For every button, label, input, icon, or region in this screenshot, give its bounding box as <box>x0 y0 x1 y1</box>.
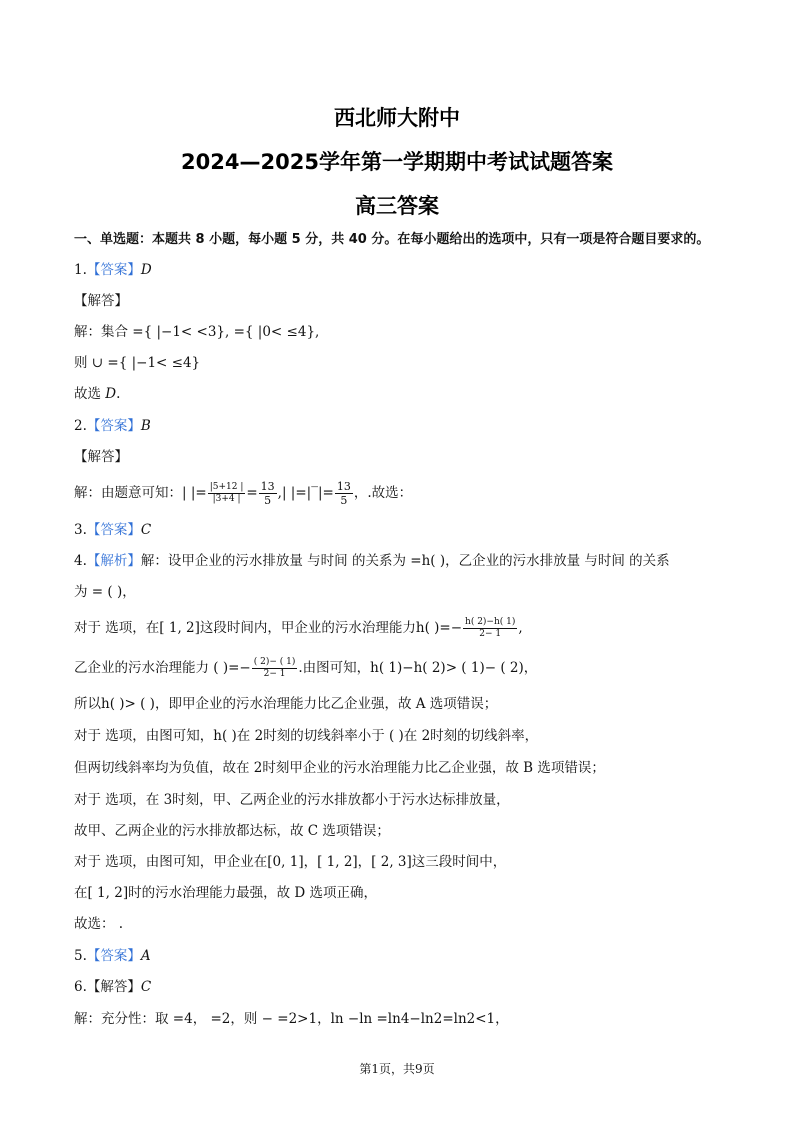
q6-step-1: 解：充分性：取 =4， =2，则 − =2>1，ln −ln =ln4−ln2=ln2<1， <box>74 1011 509 1027</box>
q5-number: 5. <box>74 948 87 964</box>
q4-line-2: 为 = ( )， <box>74 584 136 600</box>
q4-line-4-text: 乙企业的污水治理能力 ( )=− <box>74 660 251 676</box>
q4-fraction-1-numerator: h( 2)−h( 1) <box>465 617 516 627</box>
q4-line-7: 但两切线斜率均为负值，故在 2时刻甲企业的污水治理能力比乙企业强，故 B 选项错误； <box>74 760 605 776</box>
q4-fraction-2 <box>252 657 298 680</box>
q2-fraction-3 <box>335 480 353 507</box>
q1-conclusion-text: 故选 <box>74 386 106 402</box>
q2-step-1-middle: ,| |=|‾|= <box>277 485 334 501</box>
q2-fraction-1-numerator: |5+12 | <box>209 482 244 492</box>
q6-answer: C <box>140 979 152 995</box>
q1-number: 1. <box>74 262 87 278</box>
section-heading: 一、单选题：本题共 8 小题，每小题 5 分，共 40 分。在每小题给出的选项中，只有一项是符合题目要求的。 <box>74 232 710 247</box>
q1-answer: D <box>140 262 152 278</box>
q4-fraction-2-numerator: ( 2)− ( 1) <box>253 657 296 667</box>
q4-line-6: 对于 选项，由图可知，h( )在 2时刻的切线斜率小于 ( )在 2时刻的切线斜率， <box>74 728 539 744</box>
q4-fraction-2-denominator: 2− 1 <box>263 669 286 679</box>
q3-answer-tag: 【答案】 <box>86 522 141 538</box>
q4-line-5: 所以h( )> ( )，即甲企业的污水治理能力比乙企业强，故 A 选项错误； <box>74 696 498 712</box>
q2-fraction-1 <box>208 482 246 505</box>
grade-title: 高三答案 <box>355 194 439 218</box>
q1-solution-label: 【解答】 <box>74 293 128 309</box>
q1-conclusion-choice: D <box>105 386 117 402</box>
q4-number: 4. <box>74 553 87 569</box>
q4-line-3-text: 对于 选项，在[ 1, 2]这段时间内，甲企业的污水治理能力h( )=− <box>74 620 463 636</box>
q2-step-1-prefix: 解：由题意可知：| |= <box>74 485 207 501</box>
q4-line-1 <box>74 551 754 571</box>
q1-step-2: 则 ∪ ={ |−1< ≤4} <box>74 355 201 371</box>
q2-step-1-suffix: ，.故选： <box>353 485 413 501</box>
q2-answer-tag: 【答案】 <box>86 418 141 434</box>
q4-line-4-rest: .由图可知，h( 1)−h( 2)> ( 1)− ( 2)， <box>298 660 538 676</box>
q4-fraction-1-denominator: 2− 1 <box>479 629 502 639</box>
q4-fraction-1 <box>463 617 517 640</box>
q4-line-8: 对于 选项，在 3时刻，甲、乙两企业的污水排放都小于污水达标排放量， <box>74 792 510 808</box>
q5-answer-line <box>74 946 754 966</box>
q1-answer-line <box>74 260 754 280</box>
q2-fraction-2-numerator: 13 <box>260 480 275 493</box>
q5-answer-tag: 【答案】 <box>86 948 141 964</box>
q4-line-3 <box>74 617 754 640</box>
q2-fraction-3-numerator: 13 <box>336 480 351 493</box>
q1-conclusion <box>74 384 754 404</box>
q1-step-1: 解：集合 ={ |−1< <3}, ={ |0< ≤4}, <box>74 324 320 340</box>
q4-line-9: 故甲、乙两企业的污水排放都达标，故 C 选项错误； <box>74 823 390 839</box>
q4-line-10: 对于 选项，由图可知，甲企业在[0, 1]，[ 1, 2]，[ 2, 3]这三段时间中， <box>74 854 507 870</box>
q2-answer-line <box>74 416 754 436</box>
q6-number: 6. <box>74 979 87 995</box>
q2-fraction-1-denominator: |3+4 | <box>212 494 241 504</box>
q2-step-1 <box>74 480 754 507</box>
q3-number: 3. <box>74 522 87 538</box>
q2-answer: B <box>140 418 151 434</box>
q2-equals: = <box>246 485 258 501</box>
q4-line-3-comma: , <box>518 620 523 636</box>
q4-line-12: 故选： . <box>74 916 124 932</box>
q4-line-11: 在[ 1, 2]时的污水治理能力最强，故 D 选项正确， <box>74 885 377 901</box>
q1-answer-tag: 【答案】 <box>86 262 141 278</box>
q2-fraction-2-denominator: 5 <box>264 494 272 507</box>
page-footer: 第1页，共9页 <box>359 1062 435 1076</box>
q3-answer-line <box>74 520 754 540</box>
q5-answer: A <box>140 948 151 964</box>
exam-title: 2024—2025学年第一学期期中考试试题答案 <box>181 150 613 174</box>
q6-solution-tag: 【解答】 <box>86 979 141 995</box>
q2-fraction-2 <box>259 480 277 507</box>
q1-conclusion-period: . <box>116 386 121 402</box>
q4-line-1-text: 解：设甲企业的污水排放量 与时间 的关系为 =h( )，乙企业的污水排放量 与时间 的关系 <box>140 553 670 569</box>
school-title: 西北师大附中 <box>334 106 460 130</box>
q6-answer-line <box>74 977 754 997</box>
q2-solution-label: 【解答】 <box>74 449 128 465</box>
q4-analysis-tag: 【解析】 <box>86 553 141 569</box>
q2-number: 2. <box>74 418 87 434</box>
q2-fraction-3-denominator: 5 <box>340 494 348 507</box>
q3-answer: C <box>140 522 152 538</box>
q4-line-4 <box>74 657 754 680</box>
